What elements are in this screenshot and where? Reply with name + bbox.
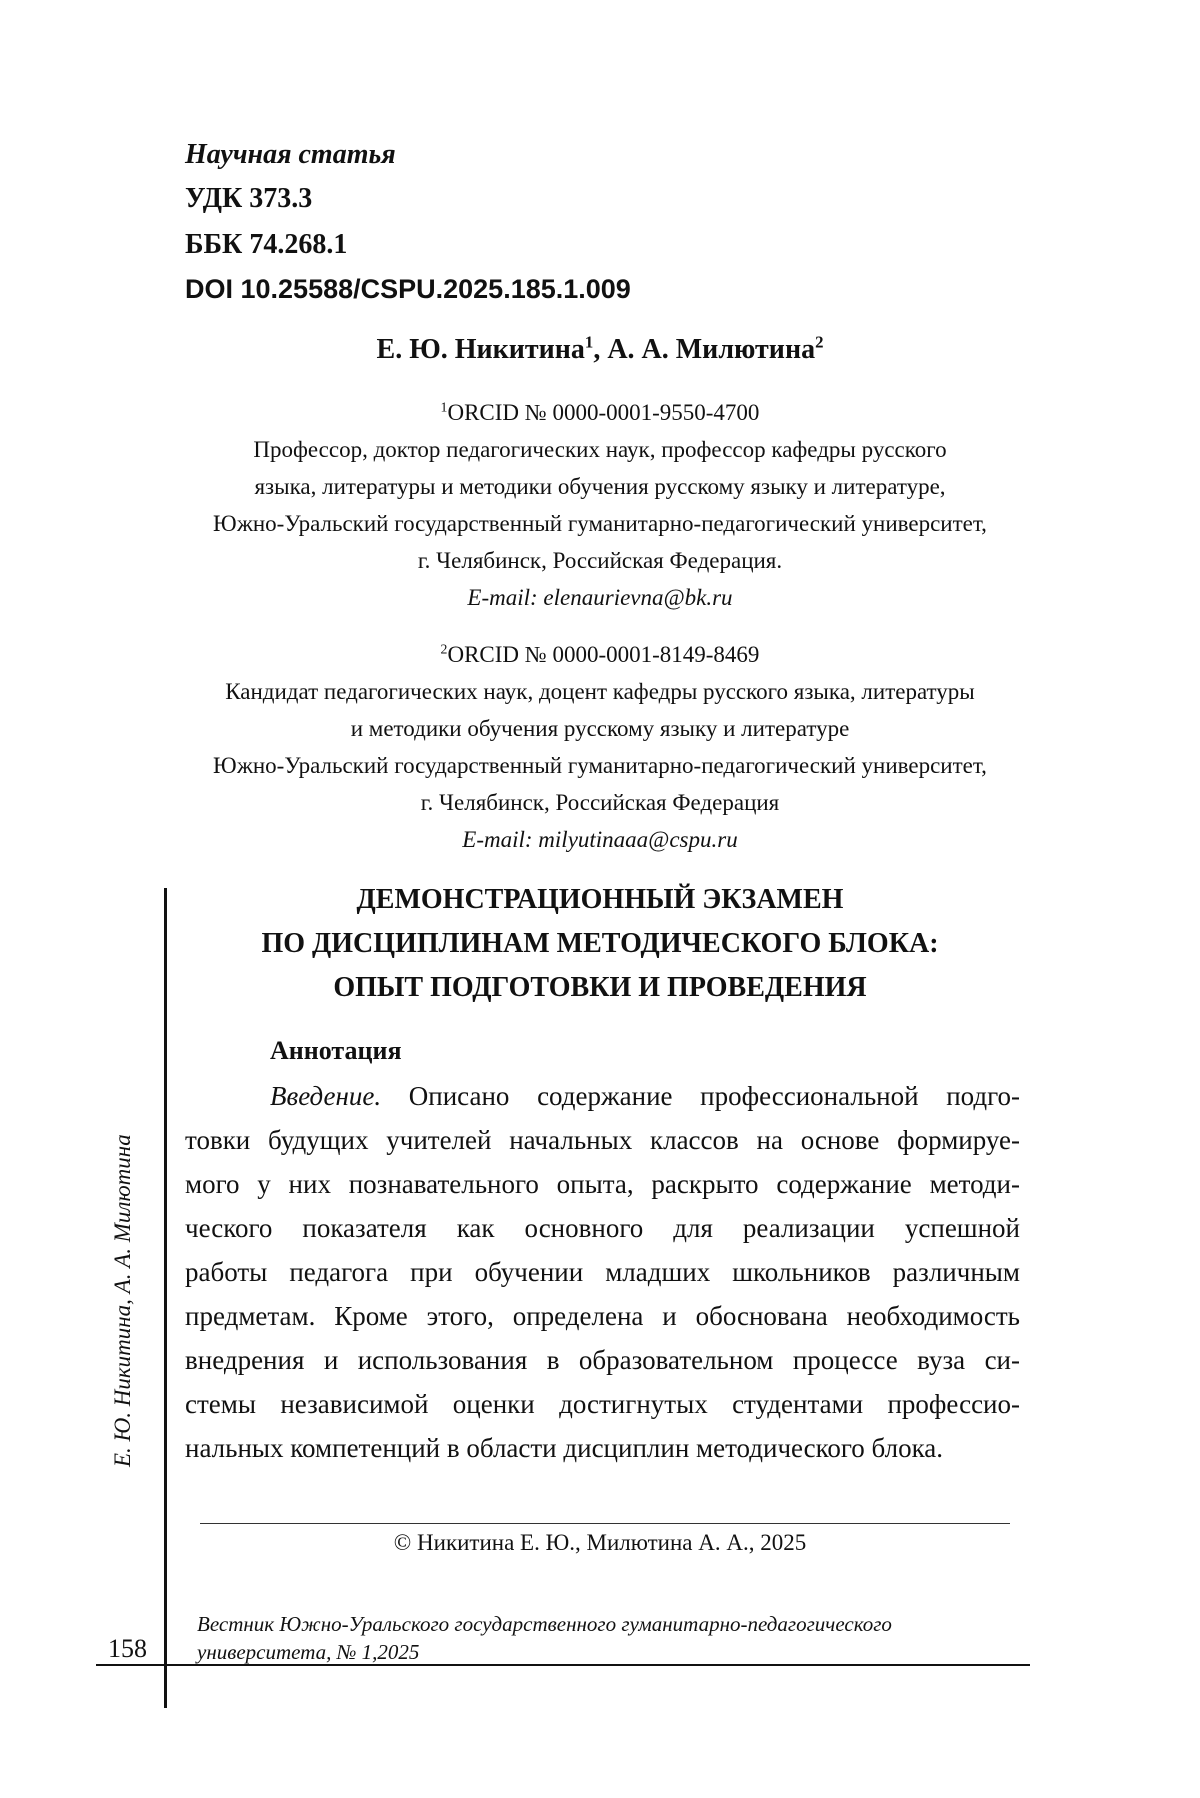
annotation-line: внедрения и использования в образовательном процессе вуза си-	[185, 1338, 1020, 1382]
email-2[interactable]: E-mail: milyutinaaa@cspu.ru	[170, 821, 1030, 858]
orcid-2: 2ORCID № 0000-0001-8149-8469	[170, 636, 1030, 673]
author-2-name: А. А. Милютина	[607, 334, 815, 365]
author-separator: ,	[593, 334, 607, 365]
affiliation-line: Профессор, доктор педагогических наук, профессор кафедры русского	[170, 431, 1030, 468]
copyright: © Никитина Е. Ю., Милютина А. А., 2025	[170, 1530, 1030, 1556]
annotation-lead: Введение.	[270, 1081, 381, 1111]
margin-bar	[164, 888, 167, 1708]
author-1-sup: 1	[585, 333, 593, 352]
annotation-body	[185, 1074, 1020, 1470]
annotation-line: стемы независимой оценки достигнутых студентами профессио-	[185, 1382, 1020, 1426]
annotation-line: товки будущих учителей начальных классов на основе формируе-	[185, 1118, 1020, 1162]
author-2-sup: 2	[815, 333, 823, 352]
annotation-heading: Аннотация	[270, 1036, 402, 1066]
authors-line	[170, 334, 1030, 366]
annotation-line: мого у них познавательного опыта, раскрыто содержание методи-	[185, 1162, 1020, 1206]
annotation-line: работы педагога при обучении младших школьников различным	[185, 1250, 1020, 1294]
annotation-line: Введение. Описано содержание профессиональной подго-	[185, 1074, 1020, 1118]
page-number: 158	[108, 1634, 147, 1664]
journal-line: Вестник Южно-Уральского государственного гуманитарно-педагогического	[197, 1610, 892, 1638]
affiliation-line: языка, литературы и методики обучения русскому языку и литературе,	[170, 468, 1030, 505]
annotation-line: предметам. Кроме этого, определена и обоснована необходимость	[185, 1294, 1020, 1338]
author-1-name: Е. Ю. Никитина	[377, 334, 585, 365]
title-line: ОПЫТ ПОДГОТОВКИ И ПРОВЕДЕНИЯ	[170, 966, 1030, 1010]
title-line: ДЕМОНСТРАЦИОННЫЙ ЭКЗАМЕН	[170, 878, 1030, 922]
journal-citation	[197, 1610, 892, 1666]
title-line: ПО ДИСЦИПЛИНАМ МЕТОДИЧЕСКОГО БЛОКА:	[170, 922, 1030, 966]
article-type: Научная статья	[185, 138, 396, 172]
bbk-code: ББК 74.268.1	[185, 228, 347, 262]
affiliation-line: Южно-Уральский государственный гуманитарно-педагогический университет,	[170, 747, 1030, 784]
side-authors: Е. Ю. Никитина, А. А. Милютина	[110, 1134, 136, 1467]
doi[interactable]: DOI 10.25588/CSPU.2025.185.1.009	[185, 272, 631, 306]
affiliation-line: Кандидат педагогических наук, доцент кафедры русского языка, литературы	[170, 673, 1030, 710]
email-1[interactable]: E-mail: elenaurievna@bk.ru	[170, 579, 1030, 616]
article-title	[170, 878, 1030, 1010]
annotation-line: ческого показателя как основного для реализации успешной	[185, 1206, 1020, 1250]
footnote-rule	[200, 1523, 1010, 1524]
journal-line: университета, № 1,2025	[197, 1638, 892, 1666]
affiliation-line: г. Челябинск, Российская Федерация.	[170, 542, 1030, 579]
affiliation-2	[170, 636, 1030, 858]
affiliation-1	[170, 394, 1030, 616]
affiliation-line: г. Челябинск, Российская Федерация	[170, 784, 1030, 821]
annotation-line: нальных компетенций в области дисциплин методического блока.	[185, 1426, 1020, 1470]
orcid-1: 1ORCID № 0000-0001-9550-4700	[170, 394, 1030, 431]
footer-rule	[96, 1664, 1030, 1666]
affiliation-line: и методики обучения русскому языку и литературе	[170, 710, 1030, 747]
udk-code: УДК 373.3	[185, 182, 312, 216]
affiliation-line: Южно-Уральский государственный гуманитарно-педагогический университет,	[170, 505, 1030, 542]
